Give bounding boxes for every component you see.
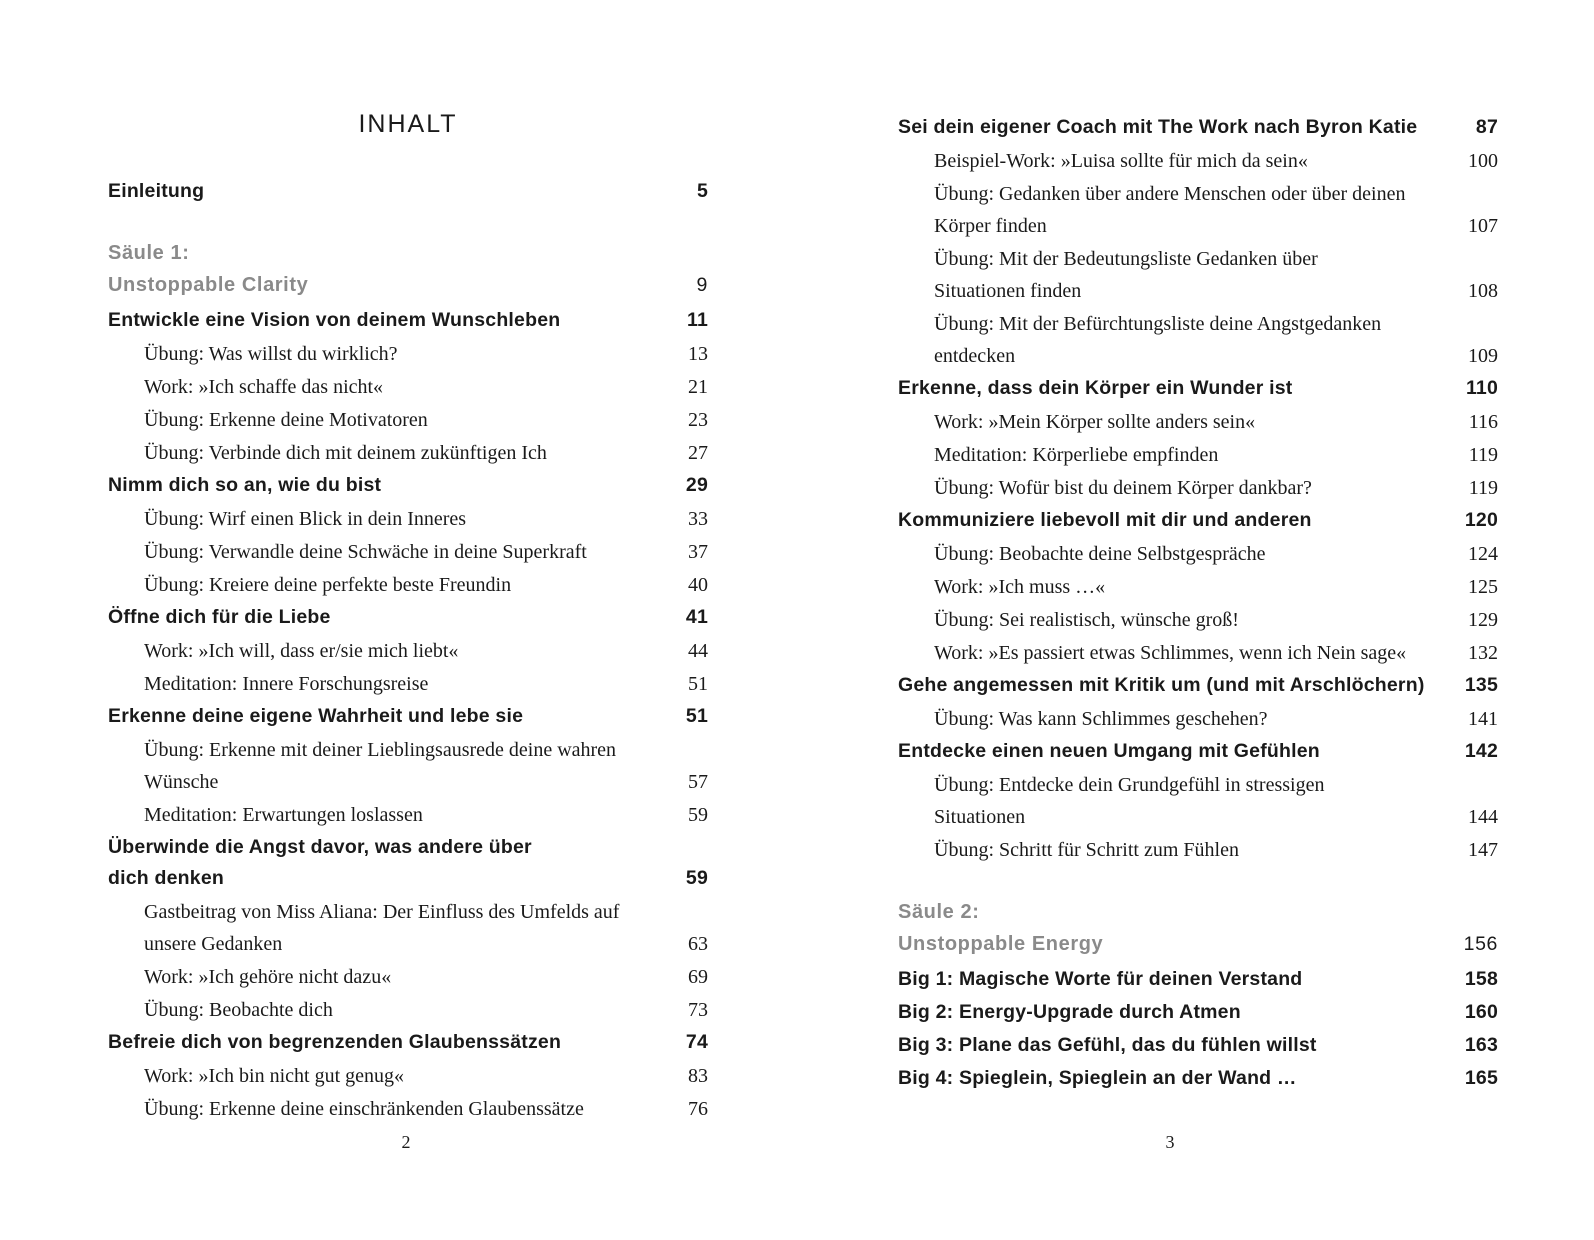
toc-page-number: 73 xyxy=(688,999,708,1021)
toc-entry-row xyxy=(144,569,708,601)
toc-entry-row xyxy=(934,406,1498,438)
toc-subentry xyxy=(108,734,708,798)
toc-page-number: 165 xyxy=(1464,1067,1498,1089)
toc-entry-row xyxy=(144,371,708,403)
toc-entry-row xyxy=(934,439,1498,471)
toc-entry-text: Work: »Es passiert etwas Schlimmes, wenn ich Nein sage« xyxy=(934,642,1407,664)
toc-page-number: 9 xyxy=(696,274,708,296)
toc-entry-text: Gehe angemessen mit Kritik um (und mit Arschlöchern) xyxy=(898,674,1425,696)
toc-page-number: 116 xyxy=(1468,411,1498,433)
toc-entry-text: Öffne dich für die Liebe xyxy=(108,606,331,628)
toc-page-number: 163 xyxy=(1464,1034,1498,1056)
toc-entry-text: Wünsche xyxy=(144,771,219,793)
section-label: Säule 1: xyxy=(108,242,190,264)
toc-page-number: 124 xyxy=(1468,543,1498,565)
toc-subentry xyxy=(108,635,708,667)
toc-chapter xyxy=(898,964,1498,995)
toc-entry-row xyxy=(144,994,708,1026)
toc-entry-row xyxy=(144,1093,708,1125)
toc-page-number: 27 xyxy=(688,442,708,464)
toc-entry-text: Übung: Sei realistisch, wünsche groß! xyxy=(934,609,1239,631)
toc-subentry xyxy=(898,834,1498,866)
toc-entry-row xyxy=(898,1030,1498,1061)
toc-entry-text: Übung: Beobachte deine Selbstgespräche xyxy=(934,543,1266,565)
toc-page-number: 59 xyxy=(685,867,708,889)
toc-subentry xyxy=(898,604,1498,636)
toc-entry-row xyxy=(934,210,1498,242)
toc-entry-row xyxy=(144,799,708,831)
toc-entry-row xyxy=(144,338,708,370)
toc-entry-text: Gastbeitrag von Miss Aliana: Der Einfluss des Umfelds auf xyxy=(144,901,620,923)
toc-subentry xyxy=(108,569,708,601)
toc-page-number: 110 xyxy=(1465,377,1498,399)
toc-entry-text: Meditation: Körperliebe empfinden xyxy=(934,444,1219,466)
toc-entry-row xyxy=(934,538,1498,570)
toc-entry-text: Übung: Was willst du wirklich? xyxy=(144,343,398,365)
toc-entry-row xyxy=(144,404,708,436)
toc-list-left xyxy=(108,176,708,1126)
toc-entry-text: Überwinde die Angst davor, was andere über xyxy=(108,836,532,858)
toc-page-number: 129 xyxy=(1468,609,1498,631)
toc-chapter xyxy=(898,997,1498,1028)
toc-page-number: 144 xyxy=(1468,806,1498,828)
toc-entry-row xyxy=(144,437,708,469)
toc-page-number: 100 xyxy=(1468,150,1498,172)
toc-entry-text: dich denken xyxy=(108,867,224,889)
toc-subentry xyxy=(898,145,1498,177)
toc-subentry xyxy=(108,1093,708,1125)
toc-entry-row xyxy=(898,670,1498,701)
toc-entry-text: Übung: Wirf einen Blick in dein Inneres xyxy=(144,508,467,530)
toc-entry-row xyxy=(144,635,708,667)
toc-entry-row xyxy=(144,536,708,568)
toc-entry-row xyxy=(108,863,708,894)
toc-entry-text: Sei dein eigener Coach mit The Work nach Byron Katie xyxy=(898,116,1418,138)
toc-subentry xyxy=(108,503,708,535)
toc-entry-row xyxy=(108,305,708,336)
toc-page-number: 158 xyxy=(1464,968,1498,990)
toc-entry-text: Übung: Erkenne deine Motivatoren xyxy=(144,409,428,431)
toc-entry-row xyxy=(144,503,708,535)
toc-subentry xyxy=(108,536,708,568)
toc-entry-text: Big 3: Plane das Gefühl, das du fühlen willst xyxy=(898,1034,1317,1056)
toc-page-number: 51 xyxy=(685,705,708,727)
toc-entry-row xyxy=(108,602,708,633)
section-label: Säule 2: xyxy=(898,901,980,923)
toc-chapter xyxy=(898,736,1498,767)
toc-entry-row xyxy=(934,145,1498,177)
toc-page-number: 147 xyxy=(1468,839,1498,861)
toc-subentry xyxy=(898,243,1498,307)
toc-page-number: 69 xyxy=(688,966,708,988)
toc-entry-row xyxy=(934,703,1498,735)
toc-entry-row xyxy=(898,997,1498,1028)
toc-entry-row xyxy=(934,604,1498,636)
toc-entry-text: Übung: Gedanken über andere Menschen oder über deinen xyxy=(934,183,1406,205)
toc-entry-row xyxy=(898,505,1498,536)
section-heading xyxy=(898,896,1498,960)
toc-page-number: 29 xyxy=(685,474,708,496)
toc-entry-text: Übung: Kreiere deine perfekte beste Freundin xyxy=(144,574,512,596)
toc-entry-row xyxy=(144,928,708,960)
toc-entry-text: Meditation: Erwartungen loslassen xyxy=(144,804,423,826)
toc-subentry xyxy=(108,437,708,469)
toc-chapter xyxy=(108,602,708,633)
toc-entry-text: entdecken xyxy=(934,345,1016,367)
toc-entry-text: Übung: Mit der Bedeutungsliste Gedanken über xyxy=(934,248,1318,270)
toc-chapter xyxy=(108,832,708,894)
toc-page-number: 41 xyxy=(685,606,708,628)
toc-entry-row xyxy=(898,964,1498,995)
toc-subentry xyxy=(898,571,1498,603)
toc-entry-text: Big 1: Magische Worte für deinen Verstand xyxy=(898,968,1303,990)
toc-subentry xyxy=(108,338,708,370)
toc-entry-row xyxy=(934,834,1498,866)
toc-page-number: 21 xyxy=(688,376,708,398)
toc-entry-text: Kommuniziere liebevoll mit dir und anderen xyxy=(898,509,1312,531)
toc-entry-text: Übung: Verwandle deine Schwäche in deine Superkraft xyxy=(144,541,587,563)
toc-page-number: 160 xyxy=(1464,1001,1498,1023)
toc-chapter xyxy=(898,112,1498,143)
toc-subentry xyxy=(898,637,1498,669)
toc-entry-row xyxy=(108,701,708,732)
toc-page-number: 83 xyxy=(688,1065,708,1087)
toc-subentry xyxy=(108,1060,708,1092)
toc-page-number: 87 xyxy=(1475,116,1498,138)
toc-entry-text: Erkenne, dass dein Körper ein Wunder ist xyxy=(898,377,1293,399)
toc-page-number: 119 xyxy=(1468,444,1498,466)
toc-entry-text: Übung: Entdecke dein Grundgefühl in stressigen xyxy=(934,774,1325,796)
toc-chapter xyxy=(898,1030,1498,1061)
toc-entry-text: Work: »Mein Körper sollte anders sein« xyxy=(934,411,1256,433)
toc-page-number: 40 xyxy=(688,574,708,596)
toc-entry-text: Beispiel-Work: »Luisa sollte für mich da sein« xyxy=(934,150,1308,172)
toc-entry-text: unsere Gedanken xyxy=(144,933,283,955)
toc-subentry xyxy=(898,439,1498,471)
toc-page-number: 109 xyxy=(1468,345,1498,367)
toc-entry-row xyxy=(898,112,1498,143)
toc-entry-row xyxy=(934,275,1498,307)
toc-entry-text: Übung: Beobachte dich xyxy=(144,999,333,1021)
toc-subentry xyxy=(898,472,1498,504)
toc-entry-text: Übung: Schritt für Schritt zum Fühlen xyxy=(934,839,1239,861)
toc-entry-text: Meditation: Innere Forschungsreise xyxy=(144,673,429,695)
toc-subentry xyxy=(108,371,708,403)
toc-page-number: 120 xyxy=(1464,509,1498,531)
toc-page-number: 141 xyxy=(1468,708,1498,730)
toc-entry-row xyxy=(898,1063,1498,1094)
toc-entry-text: Einleitung xyxy=(108,180,205,202)
section-row xyxy=(108,269,708,301)
toc-page-number: 142 xyxy=(1464,740,1498,762)
toc-entry-text: Situationen xyxy=(934,806,1026,828)
toc-entry-text: Körper finden xyxy=(934,215,1047,237)
toc-subentry xyxy=(898,769,1498,833)
toc-entry-row xyxy=(108,470,708,501)
toc-entry-row xyxy=(144,961,708,993)
toc-subentry xyxy=(108,668,708,700)
toc-chapter xyxy=(898,505,1498,536)
toc-subentry xyxy=(898,538,1498,570)
toc-page-number: 108 xyxy=(1468,280,1498,302)
toc-entry-row xyxy=(898,736,1498,767)
toc-chapter xyxy=(898,1063,1498,1094)
toc-chapter xyxy=(108,1027,708,1058)
toc-entry-text: Entwickle eine Vision von deinem Wunschleben xyxy=(108,309,561,331)
toc-entry-text: Übung: Erkenne deine einschränkenden Glaubenssätze xyxy=(144,1098,584,1120)
toc-subentry xyxy=(108,896,708,960)
toc-subentry xyxy=(898,178,1498,242)
toc-entry-text: Übung: Was kann Schlimmes geschehen? xyxy=(934,708,1268,730)
toc-chapter xyxy=(108,176,708,207)
toc-entry-text: Übung: Verbinde dich mit deinem zukünftigen Ich xyxy=(144,442,547,464)
toc-page-number: 132 xyxy=(1468,642,1498,664)
toc-entry-text: Nimm dich so an, wie du bist xyxy=(108,474,382,496)
toc-entry-text: Big 4: Spieglein, Spieglein an der Wand … xyxy=(898,1067,1297,1089)
toc-page-number: 59 xyxy=(688,804,708,826)
toc-page-number: 156 xyxy=(1463,933,1498,955)
toc-page-number: 57 xyxy=(688,771,708,793)
toc-subentry xyxy=(898,406,1498,438)
toc-page-number: 135 xyxy=(1464,674,1498,696)
toc-entry-text: Work: »Ich bin nicht gut genug« xyxy=(144,1065,405,1087)
toc-entry-row xyxy=(934,637,1498,669)
toc-page-number: 5 xyxy=(696,180,708,202)
toc-chapter xyxy=(108,701,708,732)
toc-entry-row xyxy=(898,373,1498,404)
toc-page-number: 37 xyxy=(688,541,708,563)
left-page xyxy=(108,0,708,1240)
toc-entry-text: Work: »Ich muss …« xyxy=(934,576,1106,598)
toc-entry-row xyxy=(934,340,1498,372)
toc-page-number: 11 xyxy=(686,309,708,331)
toc-subentry xyxy=(898,308,1498,372)
toc-list-right xyxy=(898,112,1498,1096)
toc-page-number: 51 xyxy=(688,673,708,695)
toc-chapter xyxy=(898,670,1498,701)
toc-entry-text: Big 2: Energy-Upgrade durch Atmen xyxy=(898,1001,1241,1023)
toc-page-number: 74 xyxy=(685,1031,708,1053)
toc-chapter xyxy=(108,305,708,336)
toc-entry-text: Befreie dich von begrenzenden Glaubenssätzen xyxy=(108,1031,562,1053)
toc-entry-text: Work: »Ich will, dass er/sie mich liebt« xyxy=(144,640,459,662)
toc-page-number: 63 xyxy=(688,933,708,955)
section-title: Unstoppable Energy xyxy=(898,933,1104,955)
toc-entry-row xyxy=(108,1027,708,1058)
page-number-left: 2 xyxy=(401,1132,411,1152)
toc-subentry xyxy=(108,404,708,436)
toc-entry-text: Übung: Erkenne mit deiner Lieblingsausrede deine wahren xyxy=(144,739,617,761)
toc-entry-row xyxy=(934,801,1498,833)
toc-page-number: 23 xyxy=(688,409,708,431)
toc-entry-text: Entdecke einen neuen Umgang mit Gefühlen xyxy=(898,740,1320,762)
section-heading xyxy=(108,237,708,301)
toc-entry-row xyxy=(144,766,708,798)
toc-page-number: 13 xyxy=(688,343,708,365)
toc-entry-row xyxy=(144,668,708,700)
toc-entry-row xyxy=(108,176,708,207)
toc-page-number: 125 xyxy=(1468,576,1498,598)
toc-entry-text: Erkenne deine eigene Wahrheit und lebe sie xyxy=(108,705,524,727)
toc-page-number: 107 xyxy=(1468,215,1498,237)
section-row xyxy=(898,928,1498,960)
toc-page-number: 33 xyxy=(688,508,708,530)
toc-entry-row xyxy=(144,1060,708,1092)
toc-entry-text: Work: »Ich gehöre nicht dazu« xyxy=(144,966,392,988)
toc-page-number: 44 xyxy=(688,640,708,662)
toc-title: INHALT xyxy=(358,110,458,138)
toc-entry-text: Situationen finden xyxy=(934,280,1082,302)
toc-chapter xyxy=(108,470,708,501)
page-number-right: 3 xyxy=(1165,1132,1175,1152)
toc-page-number: 119 xyxy=(1468,477,1498,499)
toc-subentry xyxy=(108,994,708,1026)
toc-subentry xyxy=(898,703,1498,735)
toc-chapter xyxy=(898,373,1498,404)
toc-subentry xyxy=(108,961,708,993)
section-title: Unstoppable Clarity xyxy=(108,274,309,296)
toc-entry-row xyxy=(934,571,1498,603)
toc-subentry xyxy=(108,799,708,831)
toc-page-number: 76 xyxy=(688,1098,708,1120)
toc-entry-row xyxy=(934,472,1498,504)
toc-entry-text: Übung: Wofür bist du deinem Körper dankbar? xyxy=(934,477,1312,499)
right-page xyxy=(898,0,1498,1240)
toc-entry-text: Übung: Mit der Befürchtungsliste deine Angstgedanken xyxy=(934,313,1382,335)
toc-entry-text: Work: »Ich schaffe das nicht« xyxy=(144,376,384,398)
